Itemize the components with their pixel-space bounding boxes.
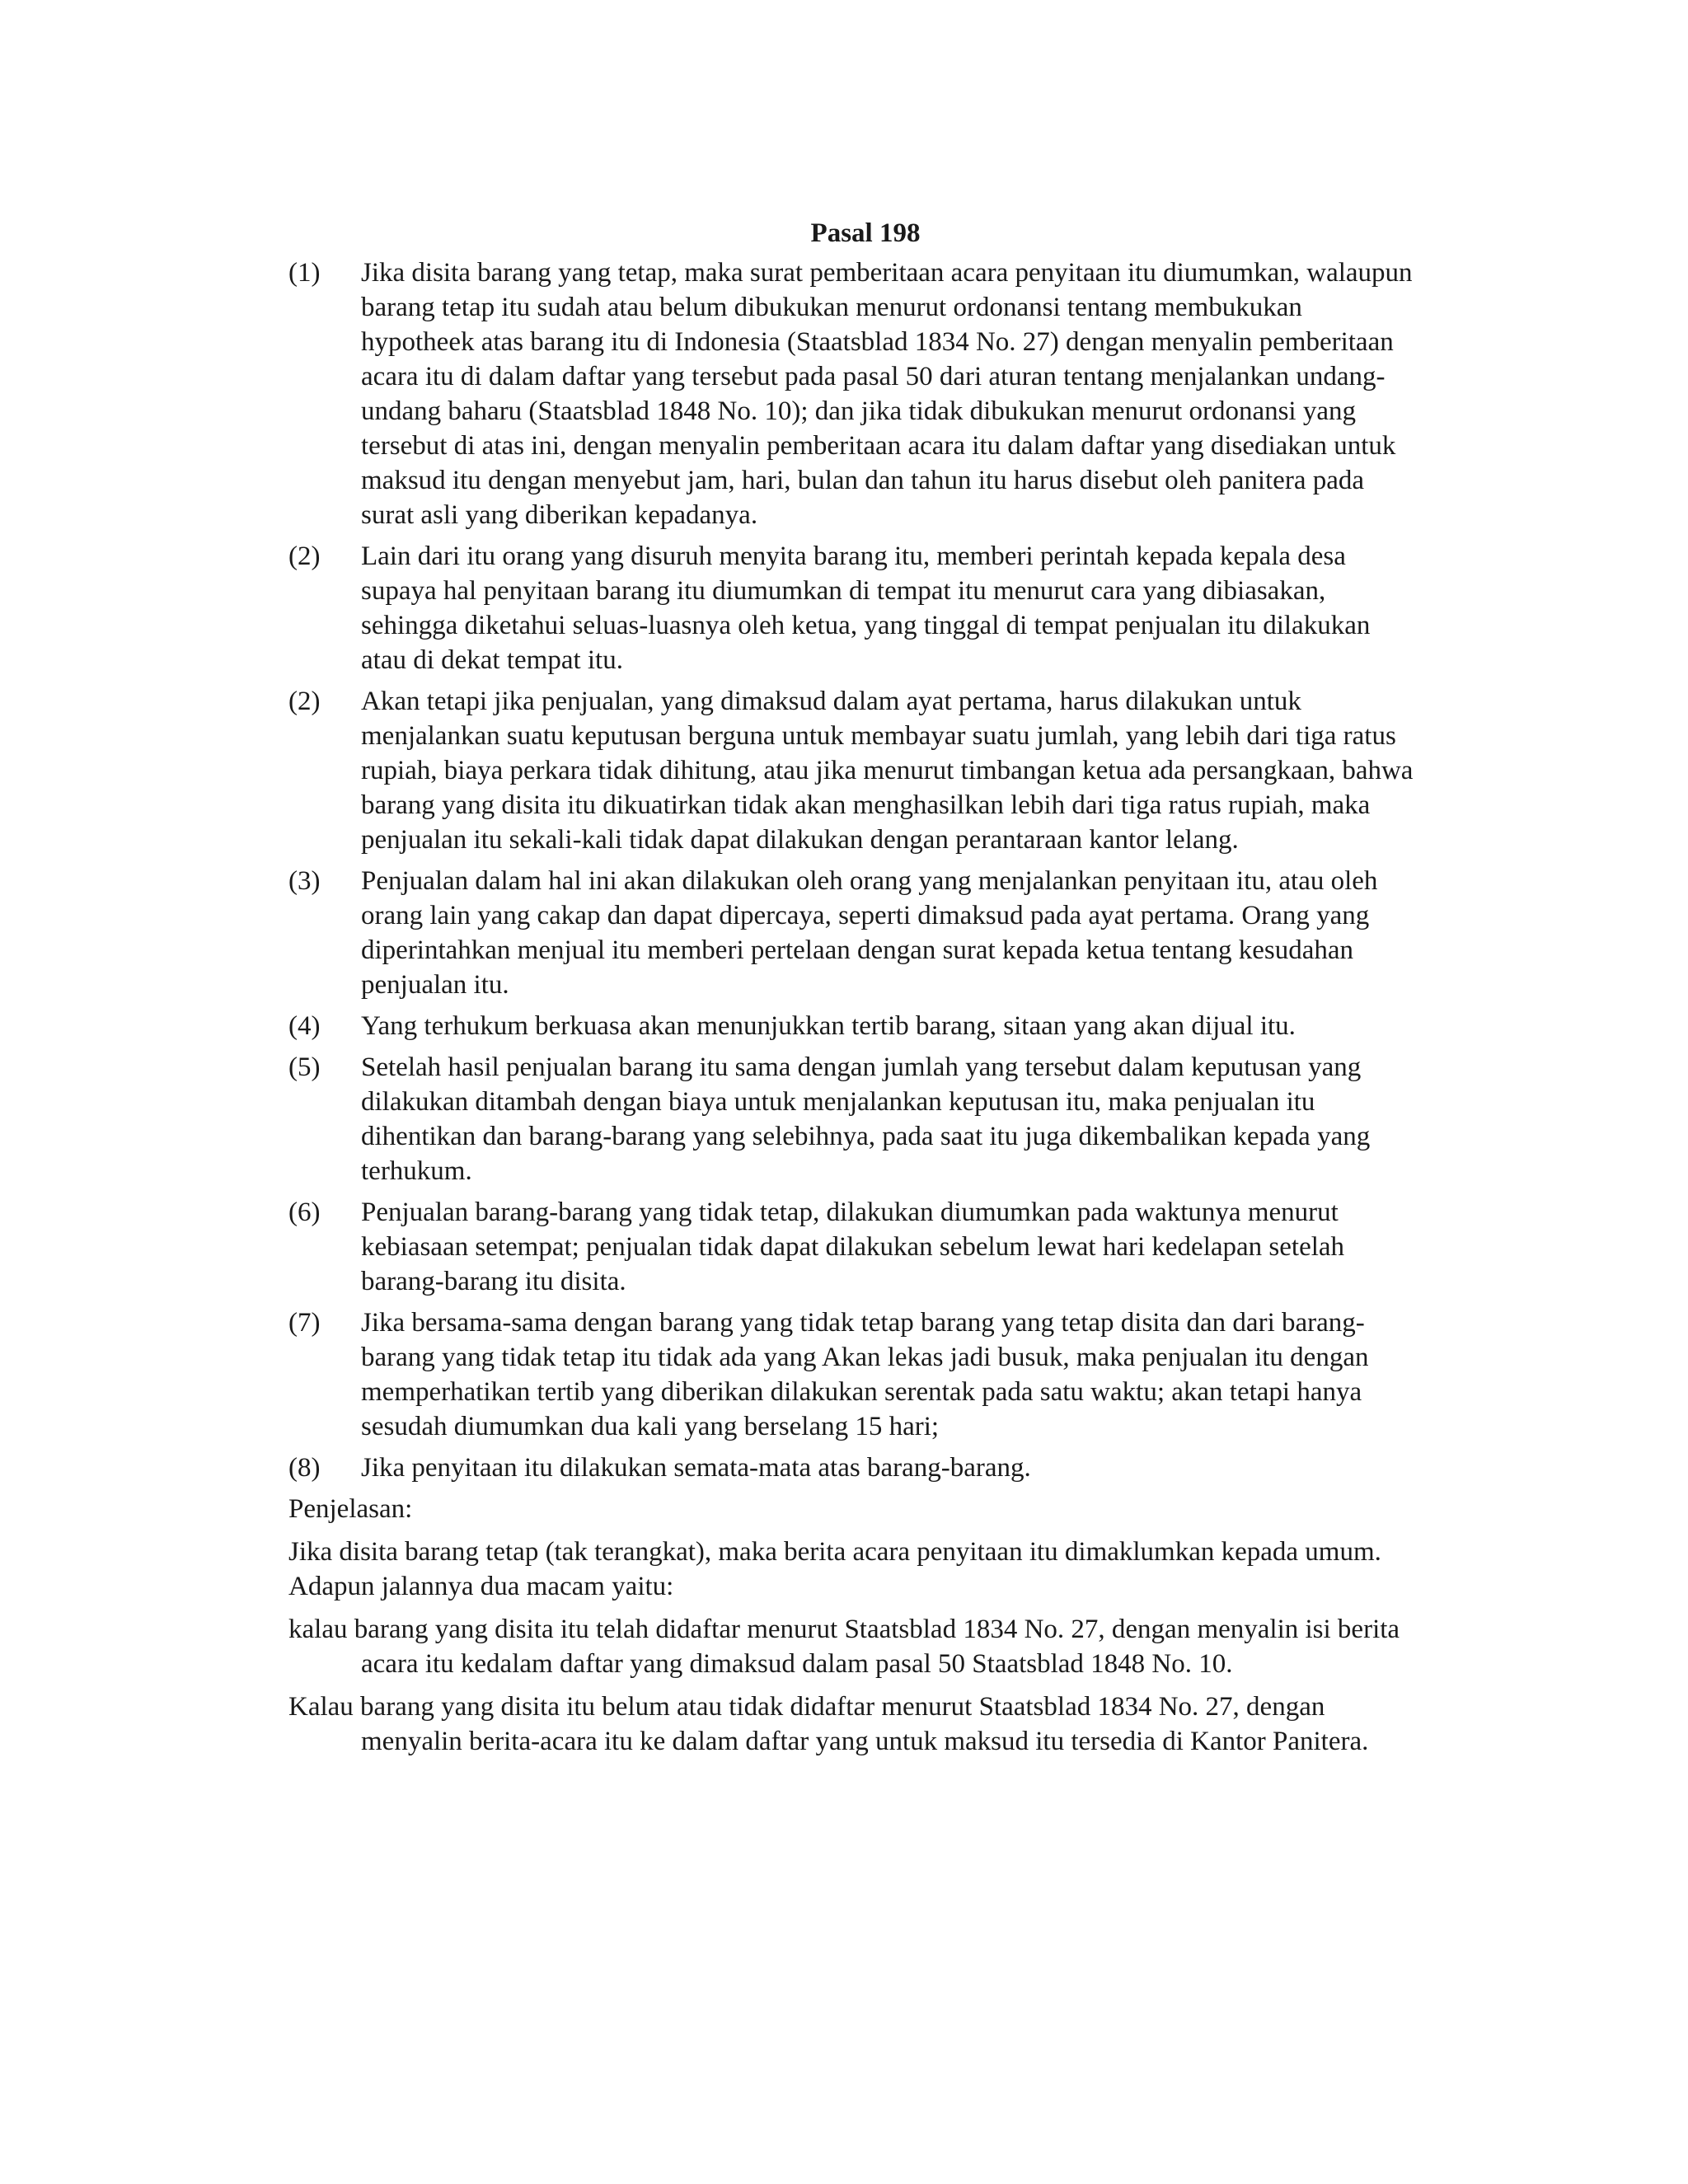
clause-number: (7) xyxy=(288,1308,321,1338)
clause-number: (2) xyxy=(288,687,321,716)
clause-text: Jika bersama-sama dengan barang yang tidak tetap barang yang tetap disita dan dari barang-barang yang tidak tetap itu tidak ada yang Akan lekas jadi busuk, maka penjualan itu dengan memperhatikan tertib yang diberikan dilakukan serentak pada satu waktu; akan tetapi hanya sesudah diumumkan dua kali yang berselang 15 hari; xyxy=(361,1308,1369,1441)
clause-4 xyxy=(288,1009,1418,1043)
explanation-heading: Penjelasan: xyxy=(288,1494,413,1524)
clause-text: Penjualan dalam hal ini akan dilakukan oleh orang yang menjalankan penyitaan itu, atau oleh orang lain yang cakap dan dapat dipercaya, seperti dimaksud pada ayat pertama. Orang yang diperintahkan menjual itu memberi pertelaan dengan surat kepada ketua tentang kesudahan penjualan itu. xyxy=(361,866,1378,1000)
clause-text: Jika disita barang yang tetap, maka surat pemberitaan acara penyitaan itu diumumkan, walaupun barang tetap itu sudah atau belum dibukukan menurut ordonansi tentang membukukan hypotheek atas barang itu di Indonesia (Staatsblad 1834 No. 27) dengan menyalin pemberitaan acara itu di dalam daftar yang tersebut pada pasal 50 dari aturan tentang menjalankan undang-undang baharu (Staatsblad 1848 No. 10); dan jika tidak dibukukan menurut ordonansi yang tersebut di atas ini, dengan menyalin pemberitaan acara itu dalam daftar yang disediakan untuk maksud itu dengan menyebut jam, hari, bulan dan tahun itu harus disebut oleh panitera pada surat asli yang diberikan kepadanya. xyxy=(361,258,1413,530)
clause-text: Jika penyitaan itu dilakukan semata-mata atas barang-barang. xyxy=(361,1453,1031,1483)
clause-1 xyxy=(288,255,1418,532)
clause-number: (1) xyxy=(288,258,321,288)
clause-text: Penjualan barang-barang yang tidak tetap, dilakukan diumumkan pada waktunya menurut kebiasaan setempat; penjualan tidak dapat dilakukan sebelum lewat hari kedelapan setelah barang-barang itu disita. xyxy=(361,1197,1345,1296)
clause-2b xyxy=(288,684,1418,857)
clause-number: (3) xyxy=(288,866,321,896)
clause-text: Yang terhukum berkuasa akan menunjukkan tertib barang, sitaan yang akan dijual itu. xyxy=(361,1011,1296,1041)
clause-3 xyxy=(288,864,1418,1002)
clause-number: (6) xyxy=(288,1197,321,1227)
explanation-point: Kalau barang yang disita itu belum atau tidak didaftar menurut Staatsblad 1834 No. 27, dengan menyalin berita-acara itu ke dalam daftar yang untuk maksud itu tersedia di Kantor Panitera. xyxy=(288,1692,1369,1756)
document-page xyxy=(288,216,1418,1767)
clause-text: Akan tetapi jika penjualan, yang dimaksud dalam ayat pertama, harus dilakukan untuk menjalankan suatu keputusan berguna untuk membayar suatu jumlah, yang lebih dari tiga ratus rupiah, biaya perkara tidak dihitung, atau jika menurut timbangan ketua ada persangkaan, bahwa barang yang disita itu dikuatirkan tidak akan menghasilkan lebih dari tiga ratus rupiah, maka penjualan itu sekali-kali tidak dapat dilakukan dengan perantaraan kantor lelang. xyxy=(361,687,1414,855)
article-title: Pasal 198 xyxy=(810,218,921,248)
clause-6 xyxy=(288,1195,1418,1299)
clause-2 xyxy=(288,539,1418,677)
clause-number: (4) xyxy=(288,1011,321,1041)
explanation-intro: Jika disita barang tetap (tak terangkat), maka berita acara penyitaan itu dimaklumkan kepada umum. Adapun jalannya dua macam yaitu: xyxy=(288,1537,1381,1601)
clause-8 xyxy=(288,1451,1418,1485)
clause-5 xyxy=(288,1050,1418,1188)
article-clauses xyxy=(288,255,1418,1485)
explanation-point: kalau barang yang disita itu telah didaftar menurut Staatsblad 1834 No. 27, dengan menyalin isi berita acara itu kedalam daftar yang dimaksud dalam pasal 50 Staatsblad 1848 No. 10. xyxy=(288,1615,1400,1679)
clause-number: (5) xyxy=(288,1052,321,1082)
clause-number: (8) xyxy=(288,1453,321,1483)
clause-text: Lain dari itu orang yang disuruh menyita barang itu, memberi perintah kepada kepala desa supaya hal penyitaan barang itu diumumkan di tempat itu menurut cara yang dibiasakan, sehingga diketahui seluas-luasnya oleh ketua, yang tinggal di tempat penjualan itu dilakukan atau di dekat tempat itu. xyxy=(361,541,1371,675)
clause-text: Setelah hasil penjualan barang itu sama dengan jumlah yang tersebut dalam keputusan yang dilakukan ditambah dengan biaya untuk menjalankan keputusan itu, maka penjualan itu dihentikan dan barang-barang yang selebihnya, pada saat itu juga dikembalikan kepada yang terhukum. xyxy=(361,1052,1371,1186)
clause-number: (2) xyxy=(288,541,321,571)
clause-7 xyxy=(288,1305,1418,1444)
